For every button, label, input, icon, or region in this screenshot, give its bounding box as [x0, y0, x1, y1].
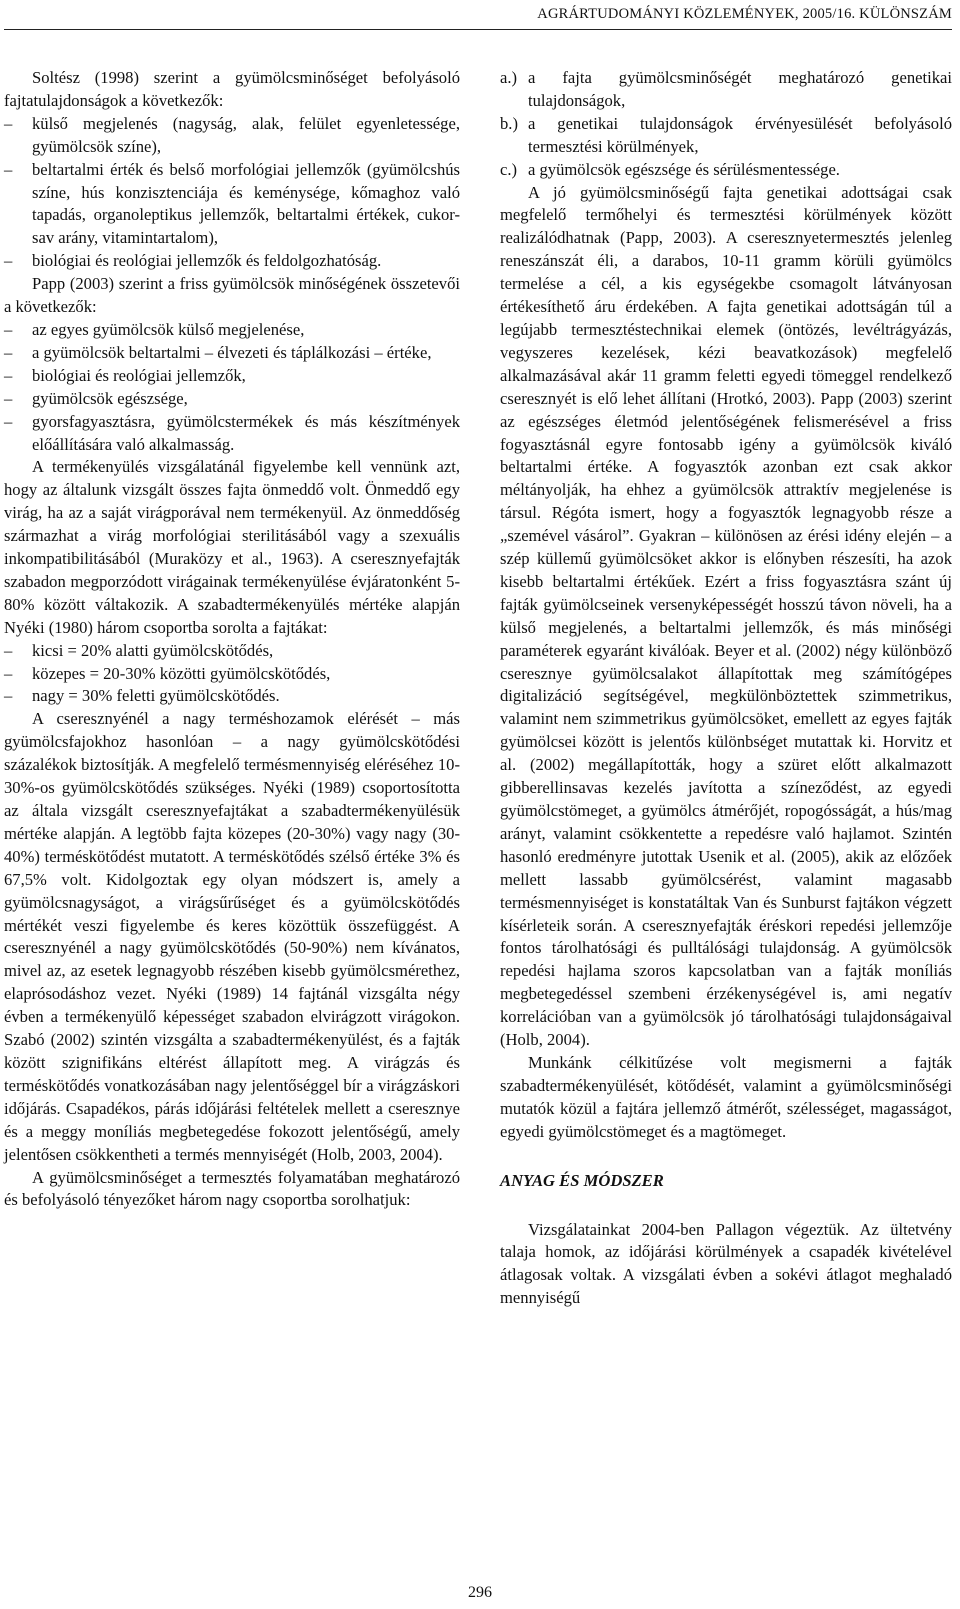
- section-title: ANYAG ÉS MÓDSZER: [500, 1170, 664, 1190]
- list-item: – külső megjelenés (nagyság, alak, felület egyenletessége, gyümölcsök színe),: [4, 113, 460, 159]
- list-item: – az egyes gyümölcsök külső megjelenése,: [4, 319, 460, 342]
- list-item: – közepes = 20-30% közötti gyümölcskötődés,: [4, 663, 460, 686]
- left-column: [4, 67, 460, 1212]
- list-item: – biológiai és reológiai jellemzők és feldolgozhatóság.: [4, 250, 460, 273]
- list-fajtatulajdonsagok: [4, 113, 460, 273]
- header-rule: [4, 29, 952, 30]
- paragraph-termekenyules: A termékenyülés vizsgálatánál figyelembe kell vennünk azt, hogy az általunk vizsgált összes fajta önmeddő volt. Önmeddő egy virág, ha az a saját virágporával nem termékenyül. Az önmeddőség származhat a virág morfológiai sterilitásából vagy a szexuális inkompatibilitásából (Muraközy et al., 1963). A cseresznyefajták szabadon megporzódott virágainak termékenyülése évjáratonként 5-80% között váltakozik. A szabadtermékenyülés mértéke alapján Nyéki (1980) három csoportba sorolta a fajtákat:: [4, 457, 460, 637]
- section-spacer: [500, 1144, 952, 1170]
- list-marker: a.): [500, 68, 518, 87]
- list-item: [500, 113, 952, 159]
- list-item: – kicsi = 20% alatti gyümölcskötődés,: [4, 640, 460, 663]
- paragraph-soltesz: Soltész (1998) szerint a gyümölcsminőséget befolyásoló fajtatulajdonságok a következők:: [4, 68, 460, 110]
- list-item: – gyümölcsök egészsége,: [4, 388, 460, 411]
- list-marker: b.): [500, 113, 518, 133]
- list-tenyezo-csoportok: [500, 67, 952, 182]
- list-item: – beltartalmi érték és belső morfológiai jellemzők (gyümölcshús színe, hús konzisztenciája és keménysége, kőmaghoz való tapadás, organoleptikus jellemzők, beltartalmi értékek, cukor-sav arány, vitamintartalom),: [4, 159, 460, 251]
- list-item: [500, 67, 952, 113]
- list-kotodes-csoportok: [4, 640, 460, 709]
- page-number: 296: [468, 1584, 492, 1601]
- paragraph-terméshozam: A cseresznyénél a nagy terméshozamok elérését – más gyümölcsfajokhoz hasonlóan – a nagy gyümölcskötődési százalékok biztosítják. A megfelelő termésmennyiség eléréséhez 10-30%-os gyümölcskötődés szükséges. Nyéki (1989) csoportosította az általa vizsgált cseresznyefajtákat a szabadtermékenyülésük mértéke alapján. A legtöbb fajta közepes (20-30%) vagy nagy (30-40%) terméskötődést mutatott. A terméskötődés szélső értéke 3% és 67,5% volt. Kidolgoztak egy olyan módszert is, amely a gyümölcsnagyságot, a virágsűrűséget és a gyümölcskötődés mértékét veszi figyelembe és keres közöttük összefüggést. A cseresznyénél a nagy gyümölcskötődés (50-90%) nem kívánatos, mivel az, az esetek legnagyobb részében kisebb gyümölcsmérethez, elaprósodáshoz vezet. Nyéki (1989) 14 fajtánál vizsgálta négy évben a termékenyülő képességet szabadon elvirágzott virágokon. Szabó (2002) szintén vizsgálta a szabadtermékenyülést, és a fajták között szignifikáns eltérést állapított meg. A virágzás és terméskötődés vonatkozásában nagy jelentőséggel bír a virágzáskori időjárás. Csapadékos, párás időjárási feltételek mellett a cseresznye és a meggy moníliás megbetegedése fokozott jelentőségű, amely jelentősen csökkentheti a termés mennyiségét (Holb, 2003, 2004).: [4, 709, 460, 1164]
- list-marker: c.): [500, 159, 518, 179]
- list-item-text: a genetikai tulajdonságok érvényesülését befolyásoló termesztési körülmények,: [528, 113, 952, 156]
- list-minoseg-osszetevok: [4, 319, 460, 456]
- paragraph-papp: Papp (2003) szerint a friss gyümölcsök minőségének összetevői a következők:: [4, 274, 460, 317]
- section-spacer: [500, 1193, 952, 1219]
- list-item: – biológiai és reológiai jellemzők,: [4, 365, 460, 388]
- list-item-text: a fajta gyümölcsminőségét meghatározó genetikai tulajdonságok,: [528, 68, 952, 110]
- list-item: – a gyümölcsök beltartalmi – élvezeti és táplálkozási – értéke,: [4, 342, 460, 365]
- list-item: [500, 159, 952, 182]
- list-item-text: a gyümölcsök egészsége és sérülésmentessége.: [528, 159, 840, 179]
- paragraph-vizsgalatok: Vizsgálatainkat 2004-ben Pallagon végeztük. Az ültetvény talaja homok, az időjárási körülmények a csapadék kivételével átlagosak voltak. A vizsgálati évben a sokévi átlagot meghaladó mennyiségű: [500, 1219, 952, 1308]
- paragraph-celkituzes: Munkánk célkitűzése volt megismerni a fajták szabadtermékenyülését, kötődését, valamint a gyümölcsminőségi mutatók közül a fajtára jellemző átmérőt, szélességet, magasságot, egyedi gyümölcstömeget és a magtömeget.: [500, 1052, 952, 1141]
- paragraph-genetikai-adottsagok: A jó gyümölcsminőségű fajta genetikai adottságai csak megfelelő termőhelyi és termesztési körülmények között realizálódhatnak (Papp, 2003). A cseresznyetermesztés jelenleg reneszánszát éli, a darabos, 10-11 gramm körüli gyümölcs termelése a cél, a kis egységekbe csomagolt látványosan értékesíthető áru érdekében. A fajta genetikai adottságán túl a legújabb termesztéstechnikai elemek (öntözés, levéltrágyázás, vegyszeres kezelések, kézi beavatkozások) megfelelő alkalmazásával akár 11 gramm feletti egyedi tömeggel rendelkező cseresznyét is elő lehet állítani (Hrotkó, 2003). Papp (2003) szerint az egészséges életmód jelentőségének felismerésével a friss fogyasztásnál egyre fontosabb igény a gyümölcsök kiváló beltartalmi értéke. A fogyasztók azonban ezt csak akkor méltányolják, ha ehhez a gyümölcsök attraktív megjelenése is társul. Régóta ismert, hogy a fogyasztók legnagyobb része a „szemével vásárol”. Gyakran – különösen az érési idény elején – a szép küllemű gyümölcsöket akkor is előnyben részesíti, ha azok kisebb beltartalmi értékűek. Ezért a friss fogyasztásra szánt új fajták gyümölcseinek versenyképességét hosszú távon növeli, ha a külső megjelenés, a beltartalmi jellemzők, és más minőségi paraméterek egyaránt kiválóak. Beyer et al. (2002) négy különböző cseresznye gyümölcsalakot állapítottak meg számítógépes digitalizáció segítségével, megkülönböztettek szimmetrikus, valamint nem szimmetrikus gyümölcsöket, emellett az egyes fajták gyümölcsei között is jelentős különbséget mutattak ki. Horvitz et al. (2002) megállapították, hogy a szüret előtt alkalmazott gibberellinsavas kezelés javította a színeződést, az egyedi gyümölcstömeget, a gyümölcs átmérőjét, ropogósságát, a hús/mag arányt, valamint csökkentette a repedésre való hajlamot. Szintén hasonló eredményre jutottak Usenik et al. (2005), akik az előzőek mellett lassabb gyümölcsérést, valamint magasabb termésmennyiséget is konstatáltak Van és Sunburst fajtákon végzett kísérleteik során. A cseresznyefajták éréskori repedési jellemzője fontos tárolhatósági és pulltálósági tulajdonság. A gyümölcsök repedési hajlama szoros kapcsolatban van a fajták moníliás megbetegedéssel szembeni érzékenységével is, ami negatív korrelációban van a gyümölcsök jó tárolhatósági tulajdonságaival (Holb, 2004).: [500, 182, 952, 1050]
- right-column: [500, 67, 952, 1310]
- list-item: – gyorsfagyasztásra, gyümölcstermékek és más készítmények előállítására való alkalmasság.: [4, 411, 460, 457]
- list-item: – nagy = 30% feletti gyümölcskötődés.: [4, 685, 460, 708]
- paragraph-tenyezok: A gyümölcsminőséget a termesztés folyamatában meghatározó és befolyásoló tényezőket három nagy csoportba sorolhatjuk:: [4, 1167, 460, 1210]
- running-header: AGRÁRTUDOMÁNYI KÖZLEMÉNYEK, 2005/16. KÜLÖNSZÁM: [537, 6, 952, 22]
